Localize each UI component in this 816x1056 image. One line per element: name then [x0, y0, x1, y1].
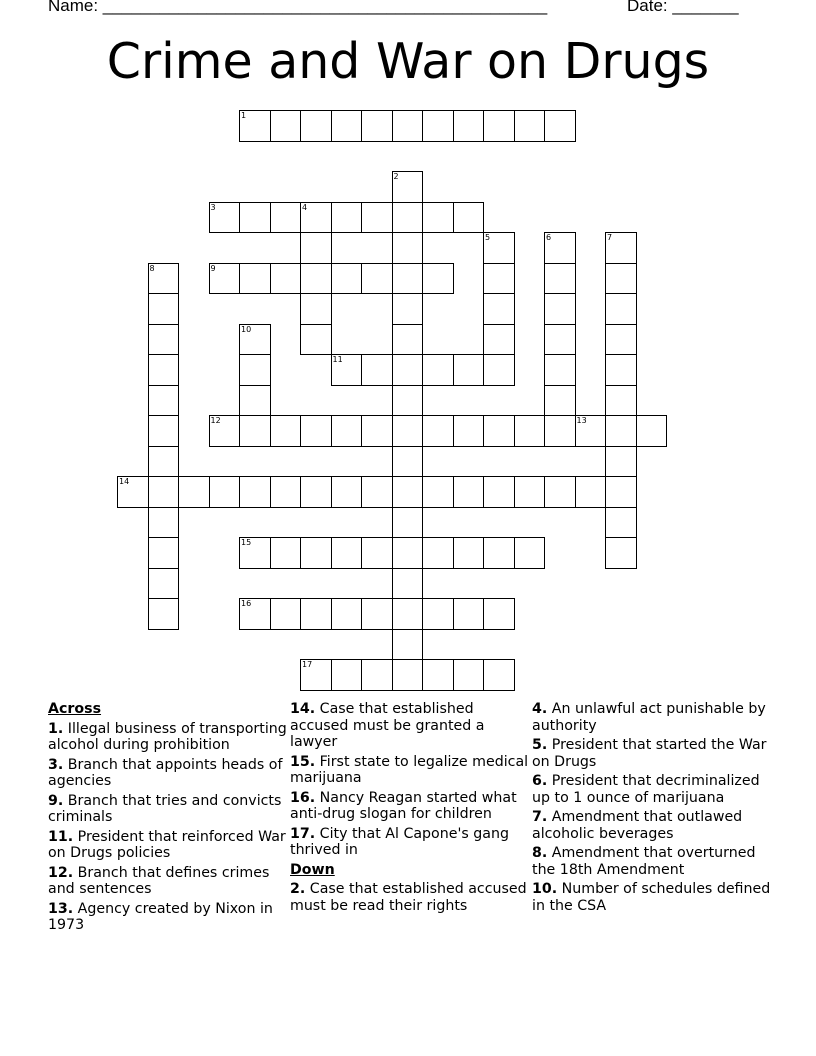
grid-cell[interactable] — [605, 385, 637, 417]
grid-cell[interactable] — [392, 293, 424, 325]
grid-cell[interactable] — [392, 446, 424, 478]
grid-cell[interactable] — [148, 324, 180, 356]
clues-column-1 — [48, 701, 288, 937]
clues-column-3 — [532, 701, 772, 917]
clue-across-15: 15. First state to legalize medical marijuana — [290, 753, 529, 786]
grid-cell[interactable] — [392, 110, 424, 142]
clue-number: 1 — [241, 111, 247, 120]
grid-cell[interactable] — [239, 202, 271, 234]
grid-cell[interactable] — [239, 324, 271, 356]
grid-cell[interactable] — [361, 415, 393, 447]
grid-cell[interactable] — [544, 324, 576, 356]
clue-number: 13 — [576, 416, 587, 425]
name-field-label: Name: _______________________________________________ — [48, 0, 548, 15]
grid-cell[interactable] — [544, 232, 576, 264]
grid-cell[interactable] — [300, 415, 332, 447]
grid-cell[interactable] — [331, 354, 363, 386]
grid-cell[interactable] — [148, 476, 180, 508]
grid-cell[interactable] — [148, 537, 180, 569]
grid-cell[interactable] — [300, 202, 332, 234]
grid-cell[interactable] — [300, 537, 332, 569]
grid-cell[interactable] — [422, 263, 454, 295]
grid-cell[interactable] — [300, 324, 332, 356]
grid-cell[interactable] — [239, 537, 271, 569]
grid-cell[interactable] — [422, 598, 454, 630]
grid-cell[interactable] — [300, 232, 332, 264]
grid-cell[interactable] — [392, 415, 424, 447]
clue-number: 14 — [119, 477, 130, 486]
grid-cell[interactable] — [483, 293, 515, 325]
grid-cell[interactable] — [239, 415, 271, 447]
grid-cell[interactable] — [331, 415, 363, 447]
grid-cell[interactable] — [148, 507, 180, 539]
grid-cell[interactable] — [453, 598, 485, 630]
grid-cell[interactable] — [483, 415, 515, 447]
clue-number: 16 — [241, 599, 252, 608]
grid-cell[interactable] — [605, 354, 637, 386]
grid-cell[interactable] — [453, 354, 485, 386]
grid-cell[interactable] — [392, 232, 424, 264]
grid-cell[interactable] — [605, 415, 637, 447]
clue-down-10: 10. Number of schedules defined in the CSA — [532, 881, 771, 914]
grid-cell[interactable] — [605, 232, 637, 264]
grid-cell[interactable] — [300, 598, 332, 630]
clue-number: 6 — [546, 233, 552, 242]
clue-across-16: 16. Nancy Reagan started what anti-drug slogan for children — [290, 789, 517, 822]
grid-cell[interactable] — [422, 354, 454, 386]
grid-cell[interactable] — [148, 598, 180, 630]
grid-cell[interactable] — [544, 110, 576, 142]
grid-cell[interactable] — [514, 415, 546, 447]
grid-cell[interactable] — [361, 659, 393, 691]
grid-cell[interactable] — [514, 476, 546, 508]
page-title: Crime and War on Drugs — [106, 33, 710, 90]
grid-cell[interactable] — [422, 476, 454, 508]
grid-cell[interactable] — [483, 110, 515, 142]
grid-cell[interactable] — [392, 507, 424, 539]
grid-cell[interactable] — [483, 537, 515, 569]
grid-cell[interactable] — [483, 263, 515, 295]
grid-cell[interactable] — [422, 659, 454, 691]
clue-across-14: 14. Case that established accused must be granted a lawyer — [290, 701, 485, 750]
grid-cell[interactable] — [422, 415, 454, 447]
grid-cell[interactable] — [270, 110, 302, 142]
grid-cell[interactable] — [453, 537, 485, 569]
grid-cell[interactable] — [544, 385, 576, 417]
down-heading: Down — [290, 861, 335, 878]
grid-cell[interactable] — [331, 202, 363, 234]
grid-cell[interactable] — [392, 629, 424, 661]
grid-cell[interactable] — [331, 659, 363, 691]
grid-cell[interactable] — [544, 415, 576, 447]
grid-cell[interactable] — [239, 263, 271, 295]
grid-cell[interactable] — [422, 537, 454, 569]
grid-cell[interactable] — [148, 263, 180, 295]
grid-cell[interactable] — [392, 385, 424, 417]
grid-cell[interactable] — [148, 293, 180, 325]
grid-cell[interactable] — [331, 110, 363, 142]
grid-cell[interactable] — [605, 263, 637, 295]
grid-cell[interactable] — [361, 202, 393, 234]
clue-across-17: 17. City that Al Capone's gang thrived in — [290, 825, 509, 858]
grid-cell[interactable] — [605, 293, 637, 325]
grid-cell[interactable] — [392, 476, 424, 508]
grid-cell[interactable] — [575, 415, 607, 447]
grid-cell[interactable] — [300, 110, 332, 142]
clue-number: 5 — [485, 233, 491, 242]
grid-cell[interactable] — [605, 476, 637, 508]
grid-cell[interactable] — [148, 446, 180, 478]
grid-cell[interactable] — [453, 202, 485, 234]
grid-cell[interactable] — [544, 476, 576, 508]
grid-cell[interactable] — [605, 446, 637, 478]
clue-number: 7 — [607, 233, 613, 242]
grid-cell[interactable] — [361, 476, 393, 508]
clue-across-1: 1. Illegal business of transporting alcohol during prohibition — [48, 720, 287, 753]
grid-cell[interactable] — [239, 385, 271, 417]
grid-cell[interactable] — [575, 476, 607, 508]
across-heading: Across — [48, 701, 102, 717]
grid-cell[interactable] — [300, 659, 332, 691]
grid-cell[interactable] — [361, 263, 393, 295]
grid-cell[interactable] — [514, 537, 546, 569]
grid-cell[interactable] — [270, 537, 302, 569]
grid-cell[interactable] — [270, 476, 302, 508]
grid-cell[interactable] — [239, 110, 271, 142]
clue-across-3: 3. Branch that appoints heads of agencies — [48, 756, 283, 789]
grid-cell[interactable] — [483, 354, 515, 386]
grid-cell[interactable] — [605, 507, 637, 539]
grid-cell[interactable] — [361, 110, 393, 142]
clue-number: 8 — [149, 263, 155, 273]
grid-cell[interactable] — [178, 476, 210, 508]
grid-cell[interactable] — [392, 598, 424, 630]
clue-number: 4 — [302, 202, 308, 212]
grid-cell[interactable] — [148, 354, 180, 386]
clue-down-2: 2. Case that established accused must be read their rights — [290, 881, 527, 914]
grid-cell[interactable] — [270, 415, 302, 447]
grid-cell[interactable] — [270, 202, 302, 234]
grid-cell[interactable] — [636, 415, 668, 447]
date-field-label: Date: _______ — [627, 0, 739, 15]
grid-cell[interactable] — [544, 293, 576, 325]
grid-cell[interactable] — [544, 263, 576, 295]
clue-down-7: 7. Amendment that outlawed alcoholic beverages — [532, 809, 743, 842]
grid-cell[interactable] — [483, 598, 515, 630]
clue-number: 2 — [393, 172, 399, 181]
grid-cell[interactable] — [117, 476, 149, 508]
grid-cell[interactable] — [361, 598, 393, 630]
grid-cell[interactable] — [270, 263, 302, 295]
clue-across-13: 13. Agency created by Nixon in 1973 — [48, 900, 273, 933]
grid-cell[interactable] — [270, 598, 302, 630]
grid-cell[interactable] — [483, 659, 515, 691]
grid-cell[interactable] — [209, 415, 241, 447]
clue-number: 9 — [210, 263, 216, 273]
grid-cell[interactable] — [392, 263, 424, 295]
grid-cell[interactable] — [392, 171, 424, 203]
clue-across-12: 12. Branch that defines crimes and sentences — [48, 864, 270, 897]
grid-cell[interactable] — [331, 537, 363, 569]
grid-cell[interactable] — [605, 324, 637, 356]
grid-cell[interactable] — [239, 476, 271, 508]
grid-cell[interactable] — [453, 476, 485, 508]
grid-cell[interactable] — [483, 476, 515, 508]
grid-cell[interactable] — [148, 568, 180, 600]
grid-cell[interactable] — [209, 202, 241, 234]
grid-cell[interactable] — [300, 476, 332, 508]
clue-across-11: 11. President that reinforced War on Drugs policies — [48, 828, 286, 861]
clue-down-6: 6. President that decriminalized up to 1 ounce of marijuana — [532, 773, 760, 806]
grid-cell[interactable] — [300, 263, 332, 295]
clue-number: 15 — [241, 538, 252, 547]
grid-cell[interactable] — [361, 537, 393, 569]
clue-number: 12 — [210, 416, 221, 425]
clue-down-8: 8. Amendment that overturned the 18th Amendment — [532, 845, 756, 878]
grid-cell[interactable] — [392, 537, 424, 569]
clue-across-9: 9. Branch that tries and convicts criminals — [48, 792, 282, 825]
grid-cell[interactable] — [483, 324, 515, 356]
grid-cell[interactable] — [209, 263, 241, 295]
grid-cell[interactable] — [331, 263, 363, 295]
grid-cell[interactable] — [392, 659, 424, 691]
grid-cell[interactable] — [361, 354, 393, 386]
grid-cell[interactable] — [392, 202, 424, 234]
clue-number: 3 — [210, 202, 216, 212]
clue-number: 10 — [241, 324, 252, 334]
grid-cell[interactable] — [209, 476, 241, 508]
clue-number: 11 — [332, 355, 343, 364]
grid-cell[interactable] — [300, 293, 332, 325]
grid-cell[interactable] — [422, 110, 454, 142]
grid-cell[interactable] — [148, 415, 180, 447]
clue-down-5: 5. President that started the War on Drugs — [532, 737, 767, 770]
grid-cell[interactable] — [392, 354, 424, 386]
grid-cell[interactable] — [331, 476, 363, 508]
grid-cell[interactable] — [453, 110, 485, 142]
grid-cell[interactable] — [148, 385, 180, 417]
grid-cell[interactable] — [392, 568, 424, 600]
grid-cell[interactable] — [239, 354, 271, 386]
grid-cell[interactable] — [514, 110, 546, 142]
grid-cell[interactable] — [605, 537, 637, 569]
grid-cell[interactable] — [392, 324, 424, 356]
grid-cell[interactable] — [453, 659, 485, 691]
grid-cell[interactable] — [483, 232, 515, 264]
grid-cell[interactable] — [239, 598, 271, 630]
clues-column-2 — [290, 701, 530, 917]
grid-cell[interactable] — [422, 202, 454, 234]
grid-cell[interactable] — [331, 598, 363, 630]
grid-cell[interactable] — [544, 354, 576, 386]
clue-number: 17 — [302, 660, 313, 669]
clue-down-4: 4. An unlawful act punishable by authority — [532, 701, 766, 734]
grid-cell[interactable] — [453, 415, 485, 447]
